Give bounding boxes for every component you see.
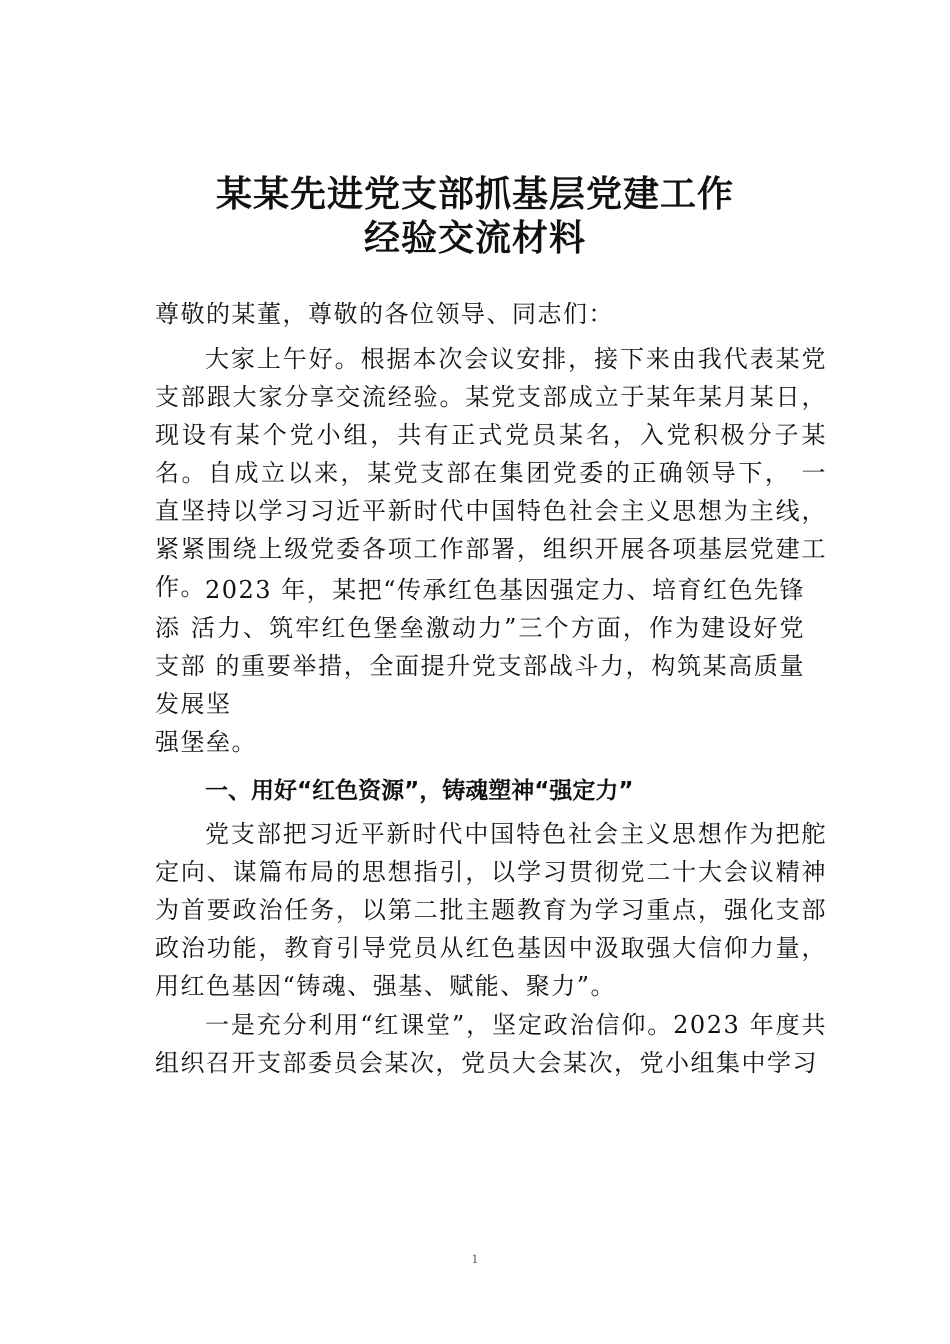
paragraph-intro: 大家上午好。根据本次会议安排，接下来由我代表某党支部跟大家分享交流经验。某党支部成立于某年某月某日，现设有某个党小组，共有正式党员某名，入党积极分子某名。自成立以来，某党支部在集团党委的正确领导下， 一直坚持以学习习近平新时代中国特色社会主义思想为主线，紧紧围绕上级党委各项工作部署，组织开展各项基层党建工作。 [155, 345, 827, 601]
document-title-line2: 经验交流材料 [363, 218, 586, 259]
paragraph-2023-text: 2023 年，某把“传承红色基因强定力、培育红色先锋添 活力、筑牢红色堡垒激动力”三个方面，作为建设好党支部 的重要举措，全面提升党支部战斗力，构筑某高质量发展坚 [155, 576, 805, 718]
paragraph-2023-end: 强堡垒。 [155, 728, 257, 756]
section-heading-1: 一、用好“红色资源”，铸魂塑神“强定力” [205, 778, 634, 804]
salutation: 尊敬的某董，尊敬的各位领导、同志们： [155, 300, 614, 328]
paragraph-section1: 党支部把习近平新时代中国特色社会主义思想作为把舵定向、谋篇布局的思想指引，以学习贯彻党二十大会议精神为首要政治任务，以第二批主题教育为学习重点，强化支部政治功能，教育引导党员从红色基因中汲取强大信仰力量，用红色基因“铸魂、强基、赋能、聚力”。 [155, 820, 827, 1000]
paragraph-2023 [155, 571, 805, 761]
paragraph-red-classroom: 一是充分利用“红课堂”，坚定政治信仰。2023 年度共组织召开支部委员会某次，党员大会某次，党小组集中学习 [155, 1011, 827, 1077]
document-title-line1: 某某先进党支部抓基层党建工作 [215, 174, 734, 215]
page-number: 1 [471, 1253, 479, 1266]
